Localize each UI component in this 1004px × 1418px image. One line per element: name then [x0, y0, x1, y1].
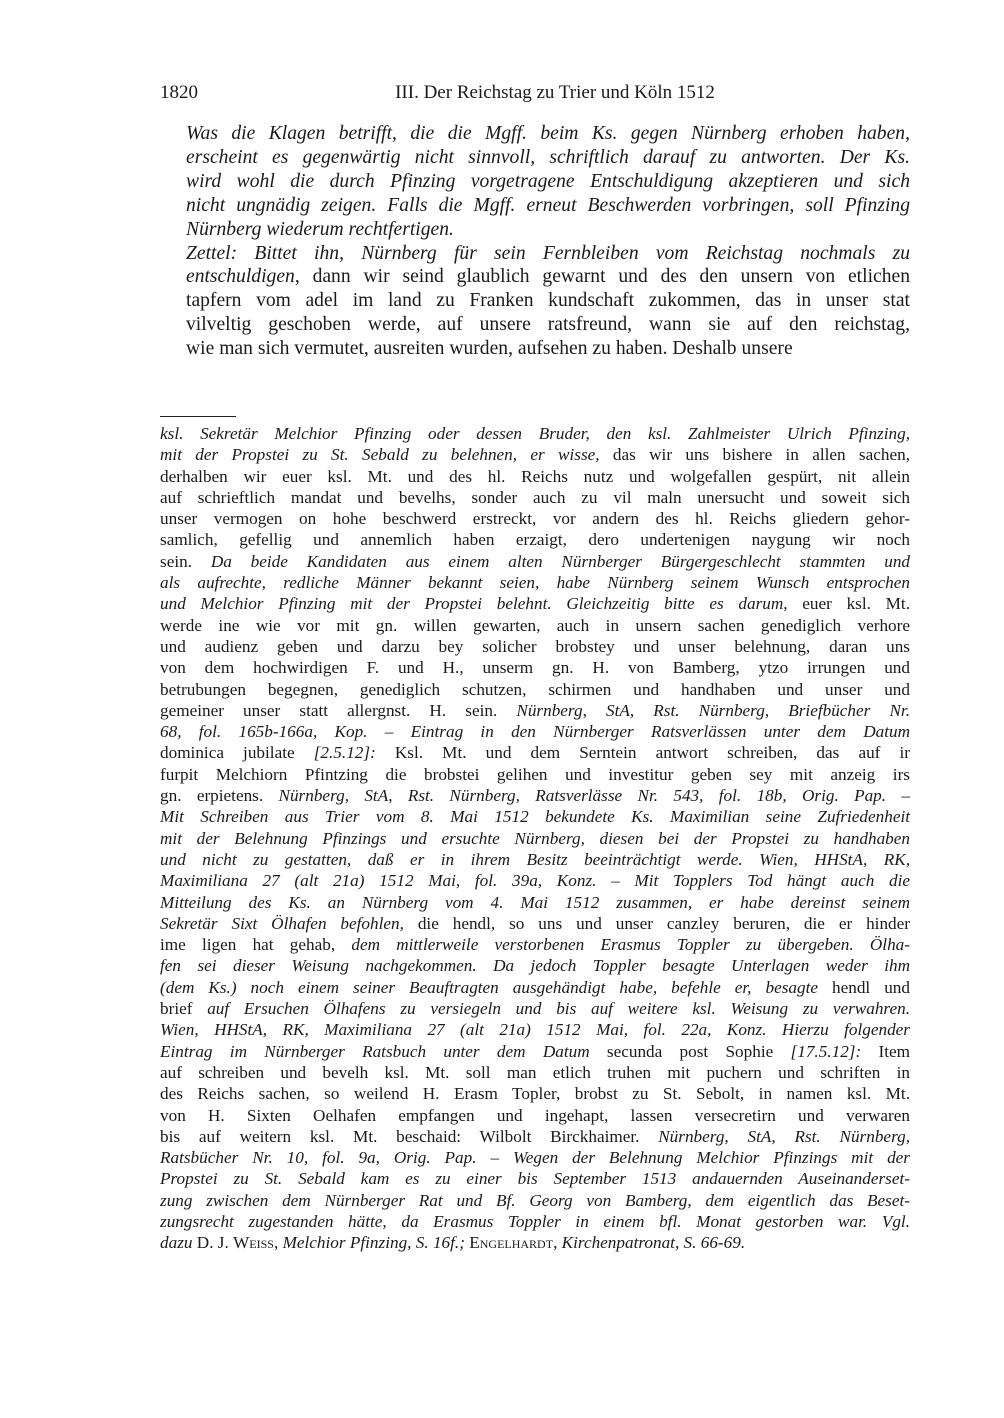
text-line: Mitteilung des Ks. an Nürnberg vom 4. Mai 1512 zusammen, er habe dereinst seinem	[160, 892, 910, 912]
text-line: bis auf weitern ksl. Mt. beschaid: Wilbolt Birckhaimer. Nürnberg, StA, Rst. Nürnberg,	[160, 1126, 911, 1146]
text-line: Eintrag im Nürnberger Ratsbuch unter dem Datum secunda post Sophie [17.5.12]: Item	[160, 1041, 910, 1061]
main-text	[160, 122, 910, 361]
text-line: mit der Propstei zu St. Sebald zu belehnen, er wisse, das wir uns bishere in allen sachen,	[160, 445, 910, 465]
text-line: erscheint es gegenwärtig nicht sinnvoll, schriftlich darauf zu antworten. Der Ks.	[186, 146, 910, 168]
page-header	[160, 80, 910, 106]
footnote-text	[160, 423, 910, 1254]
paragraph-zettel	[160, 242, 910, 362]
text-line: zungsrecht zugestanden hätte, da Erasmus Toppler in einem bfl. Monat gestorben war. Vgl.	[160, 1211, 910, 1231]
text-line: dominica jubilate [2.5.12]: Ksl. Mt. und dem Serntein antwort schreiben, das auf ir	[160, 743, 910, 763]
text-line: sein. Da beide Kandidaten aus einem alten Nürnberger Bürgergeschlecht stammten und	[160, 551, 911, 571]
text-line: Ratsbücher Nr. 10, fol. 9a, Orig. Pap. – Wegen der Belehnung Melchior Pfinzings mit der	[160, 1148, 910, 1168]
text-line: mit der Belehnung Pfinzings und ersuchte Nürnberg, diesen bei der Propstei zu handhaben	[160, 828, 910, 848]
footnote	[160, 423, 910, 1254]
text-line: gemeiner unser statt allergnst. H. sein. Nürnberg, StA, Rst. Nürnberg, Briefbücher Nr.	[160, 700, 910, 720]
text-line: Zettel: Bittet ihn, Nürnberg für sein Fernbleiben vom Reichstag nochmals zu	[186, 242, 910, 264]
page-number: 1820	[160, 82, 198, 103]
text-line: von H. Sixten Oelhafen empfangen und ingehapt, lassen versecretirn und verwaren	[160, 1105, 910, 1125]
text-line: wie man sich vermutet, ausreiten wurden, aufsehen zu haben. Deshalb unsere	[186, 338, 793, 360]
text-line: Propstei zu St. Sebald kam es zu einer bis September 1513 andauernden Auseinanderset-	[160, 1169, 910, 1189]
text-line: zung zwischen dem Nürnberger Rat und Bf. Georg von Bamberg, dem eigentlich das Beset-	[160, 1190, 910, 1210]
text-line: Sekretär Sixt Ölhafen befohlen, die hendl, so uns und unser canzley beruren, die er hinder	[160, 913, 910, 933]
footnote-separator	[160, 416, 236, 417]
text-line: auf schreiben und bevelh ksl. Mt. soll man etlich truhen mit puchern und schriften in	[160, 1062, 910, 1082]
text-line: Maximiliana 27 (alt 21a) 1512 Mai, fol. 39a, Konz. – Mit Topplers Tod hängt auch die	[160, 871, 910, 891]
text-line: 68, fol. 165b-166a, Kop. – Eintrag in den Nürnberger Ratsverlässen unter dem Datum	[160, 722, 910, 742]
text-line: fen sei dieser Weisung nachgekommen. Da jedoch Toppler besagte Unterlagen weder ihm	[160, 956, 910, 976]
text-line: ksl. Sekretär Melchior Pfinzing oder dessen Bruder, den ksl. Zahlmeister Ulrich Pfinzing,	[160, 424, 910, 443]
text-line: nicht ungnädig zeigen. Falls die Mgff. erneut Beschwerden vorbringen, soll Pfinzing	[186, 194, 910, 216]
text-line: brief auf Ersuchen Ölhafens zu versiegeln und bis auf weitere ksl. Weisung zu verwahren.	[160, 999, 910, 1019]
text-line: tapfern vom adel im land zu Franken kundschaft zukommen, das in unser stat	[186, 290, 910, 312]
text-line: als aufrechte, redliche Männer bekannt seien, habe Nürnberg seinem Wunsch entsprochen	[160, 573, 910, 593]
text-line: und nicht zu gestatten, daß er in ihrem Besitz beeinträchtigt werde. Wien, HHStA, RK,	[160, 849, 910, 869]
text-line: betrubungen begegnen, genediglich schutzen, schirmen und handhaben und unser und	[160, 679, 910, 699]
text-line: samlich, gefellig und annemlich haben erzaigt, dero undertenigen naygung wir noch	[160, 530, 910, 550]
running-title: III. Der Reichstag zu Trier und Köln 1512	[395, 82, 715, 103]
text-line: von dem hochwirdigen F. und H., unserm gn. H. von Bamberg, ytzo irrungen und	[160, 658, 910, 678]
text-line: furpit Melchiorn Pfintzing die brobstei gelihen und investitur geben sey mit anzeig irs	[160, 764, 910, 784]
text-line: dazu D. J. Weiss, Melchior Pfinzing, S. 16f.; Engelhardt, Kirchenpatronat, S. 66-69.	[160, 1233, 746, 1253]
text-line: und audienz geben und darzu bey solicher brobstey und unser belehnung, daran uns	[160, 636, 910, 656]
text-line: (dem Ks.) noch einem seiner Beauftragten ausgehändigt habe, befehle er, besagte hendl und	[160, 977, 910, 997]
text-line: ime ligen hat gehab, dem mittlerweile verstorbenen Erasmus Toppler zu übergeben. Ölha-	[160, 935, 910, 955]
text-line: auf schrieftlich mandat und bevelhs, sonder auch zu vil maln unersucht und soweit sich	[160, 487, 910, 507]
text-line: derhalben wir euer ksl. Mt. und des hl. Reichs nutz und wolgefallen gespürt, nit allein	[160, 466, 910, 486]
text-line: wird wohl die durch Pfinzing vorgetragene Entschuldigung akzeptieren und sich	[186, 170, 910, 192]
text-line: Mit Schreiben aus Trier vom 8. Mai 1512 bekundete Ks. Maximilian seine Zufriedenheit	[160, 807, 910, 827]
text-line: und Melchior Pfinzing mit der Propstei belehnt. Gleichzeitig bitte es darum, euer ksl. Mt.	[160, 594, 910, 614]
text-line: vilveltig geschoben werde, auf unsere ratsfreund, wann sie auf den reichstag,	[186, 314, 910, 336]
text-line: gn. erpietens. Nürnberg, StA, Rst. Nürnberg, Ratsverlässe Nr. 543, fol. 18b, Orig. Pap. –	[160, 786, 910, 806]
text-line: werde ine wie vor mit gn. willen gewarten, auch in unsern sachen genediglich verhore	[160, 615, 910, 635]
text-line: entschuldigen, dann wir seind glaublich gewarnt und des den unsern von etlichen	[186, 266, 910, 288]
text-line: Was die Klagen betrifft, die die Mgff. beim Ks. gegen Nürnberg erhoben haben,	[186, 123, 910, 144]
text-line: unser vermogen on hohe beschwerd erstreckt, vor andern des hl. Reichs gliedern gehor-	[160, 509, 910, 529]
text-line: des Reichs sachen, so weilend H. Erasm Topler, brobst zu St. Sebolt, in namen ksl. Mt.	[160, 1084, 910, 1104]
paragraph-klagen	[160, 122, 910, 242]
text-line: Wien, HHStA, RK, Maximiliana 27 (alt 21a) 1512 Mai, fol. 22a, Konz. Hierzu folgender	[160, 1020, 910, 1040]
text-line: Nürnberg wiederum rechtfertigen.	[186, 218, 454, 240]
